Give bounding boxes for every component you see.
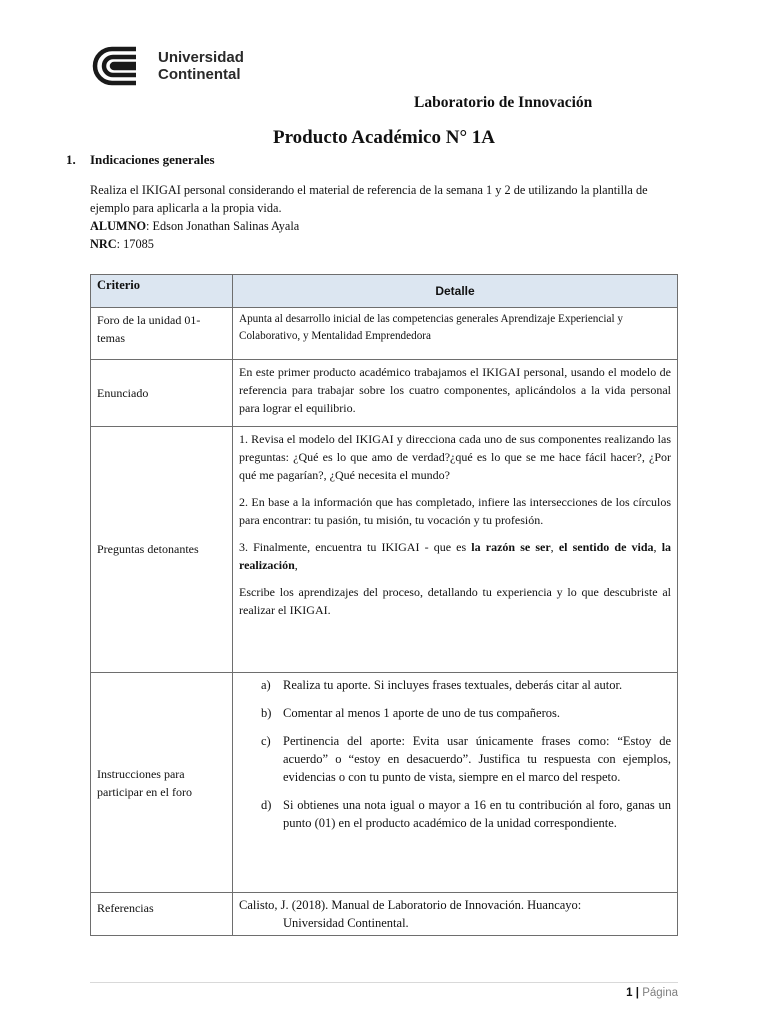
- footer-divider: [90, 982, 678, 983]
- bold-razon: la razón se ser: [471, 540, 551, 554]
- page-footer: [626, 987, 678, 999]
- student-label: ALUMNO: [90, 219, 147, 233]
- page-separator: |: [632, 987, 643, 999]
- question-3: [239, 538, 671, 574]
- question-1: 1. Revisa el modelo del IKIGAI y direcciona cada uno de sus componentes realizando las preguntas: ¿Qué es lo que amo de verdad?¿qué es lo que se me hace fácil hacer?, ¿Por qué me pagarían?, ¿Qué necesita el mundo?: [239, 432, 671, 482]
- header-criterio: Criterio: [91, 275, 233, 308]
- intro-text: Realiza el IKIGAI personal considerando el material de referencia de la semana 1 y 2 de utilizando la plantilla de ejemplo para aplicarla a la propia vida.: [90, 183, 648, 215]
- list-marker: d): [261, 798, 272, 812]
- list-marker: a): [261, 678, 271, 692]
- list-item: [239, 732, 671, 786]
- list-text: Si obtienes una nota igual o mayor a 16 en tu contribución al foro, ganas un punto (01) en el producto académico de la unidad correspondiente.: [283, 798, 671, 830]
- header-detalle: Detalle: [233, 275, 678, 308]
- detail-cell: [233, 673, 678, 893]
- list-item: [239, 676, 671, 694]
- bold-sentido: el sentido de vida: [558, 540, 654, 554]
- list-item: [239, 796, 671, 832]
- criterion-cell: Instrucciones para participar en el foro: [91, 673, 233, 893]
- nrc-value: : 17085: [116, 237, 154, 251]
- page-number: 1: [626, 987, 633, 999]
- student-value: : Edson Jonathan Salinas Ayala: [146, 219, 300, 233]
- logo-line1: Universidad: [158, 49, 244, 66]
- instructions-list: [239, 676, 671, 832]
- product-title: Producto Académico N° 1A: [272, 127, 496, 148]
- section-heading: [66, 152, 215, 168]
- detail-cell: En este primer producto académico trabajamos el IKIGAI personal, usando el modelo de referencia para trabajar sobre los cuatro componentes, aplicándolos a la vida personal para lograr el equilibrio.: [233, 360, 678, 427]
- question-4: Escribe los aprendizajes del proceso, detallando tu experiencia y lo que descubriste al realizar el IKIGAI.: [239, 585, 671, 617]
- criterion-cell: Referencias: [91, 893, 233, 936]
- table-header-row: [91, 275, 678, 308]
- list-text: Comentar al menos 1 aporte de uno de tus compañeros.: [283, 706, 561, 720]
- page-label: Página: [642, 987, 678, 999]
- logo-line2: Continental: [158, 66, 241, 83]
- section-number: 1.: [66, 152, 76, 167]
- question-3-sep: ,: [550, 540, 559, 554]
- question-2: 2. En base a la información que has completado, infiere las intersecciones de los círculos para encontrar: tu pasión, tu misión, tu vocación y tu profesión.: [239, 495, 671, 527]
- table-row: [91, 673, 678, 893]
- table-row: [91, 427, 678, 673]
- question-3-start: 3. Finalmente, encuentra tu IKIGAI - que es: [239, 540, 472, 554]
- list-text: Pertinencia del aporte: Evita usar únicamente frases como: “Estoy de acuerdo” o “estoy en desacuerdo”. Justifica tu respuesta con ejemplos, evidencias o con tu punto de vista, siempre en el marco del respeto.: [283, 734, 671, 784]
- list-marker: c): [261, 734, 271, 748]
- university-logo: [92, 43, 244, 89]
- criterion-cell: Preguntas detonantes: [91, 427, 233, 673]
- detail-cell: Apunta al desarrollo inicial de las competencias generales Aprendizaje Experiencial y Colaborativo, y Mentalidad Emprendedora: [233, 308, 678, 360]
- criterion-cell: Foro de la unidad 01- temas: [91, 308, 233, 360]
- logo-text: [158, 49, 244, 83]
- reference-line2: Universidad Continental.: [283, 916, 409, 930]
- section-title: Indicaciones generales: [90, 152, 215, 167]
- question-3-end: ,: [294, 558, 298, 572]
- bold-realizacion: la realización: [239, 540, 672, 572]
- question-3-sep2: ,: [653, 540, 662, 554]
- intro-block: [90, 181, 682, 253]
- student-line: [90, 217, 682, 235]
- detail-cell: [233, 427, 678, 673]
- lab-title: Laboratorio de Innovación: [414, 94, 593, 111]
- criterion-cell: Enunciado: [91, 360, 233, 427]
- nrc-line: [90, 235, 682, 253]
- reference-line1: Calisto, J. (2018). Manual de Laboratorio de Innovación. Huancayo:: [239, 898, 582, 912]
- table-row: [91, 308, 678, 360]
- university-logo-icon: [92, 43, 150, 89]
- criteria-table: [90, 274, 678, 936]
- table-row: [91, 360, 678, 427]
- list-item: [239, 704, 671, 722]
- detail-cell: [233, 893, 678, 936]
- list-text: Realiza tu aporte. Si incluyes frases textuales, deberás citar al autor.: [283, 678, 623, 692]
- table-row: [91, 893, 678, 936]
- list-marker: b): [261, 706, 272, 720]
- nrc-label: NRC: [90, 237, 117, 251]
